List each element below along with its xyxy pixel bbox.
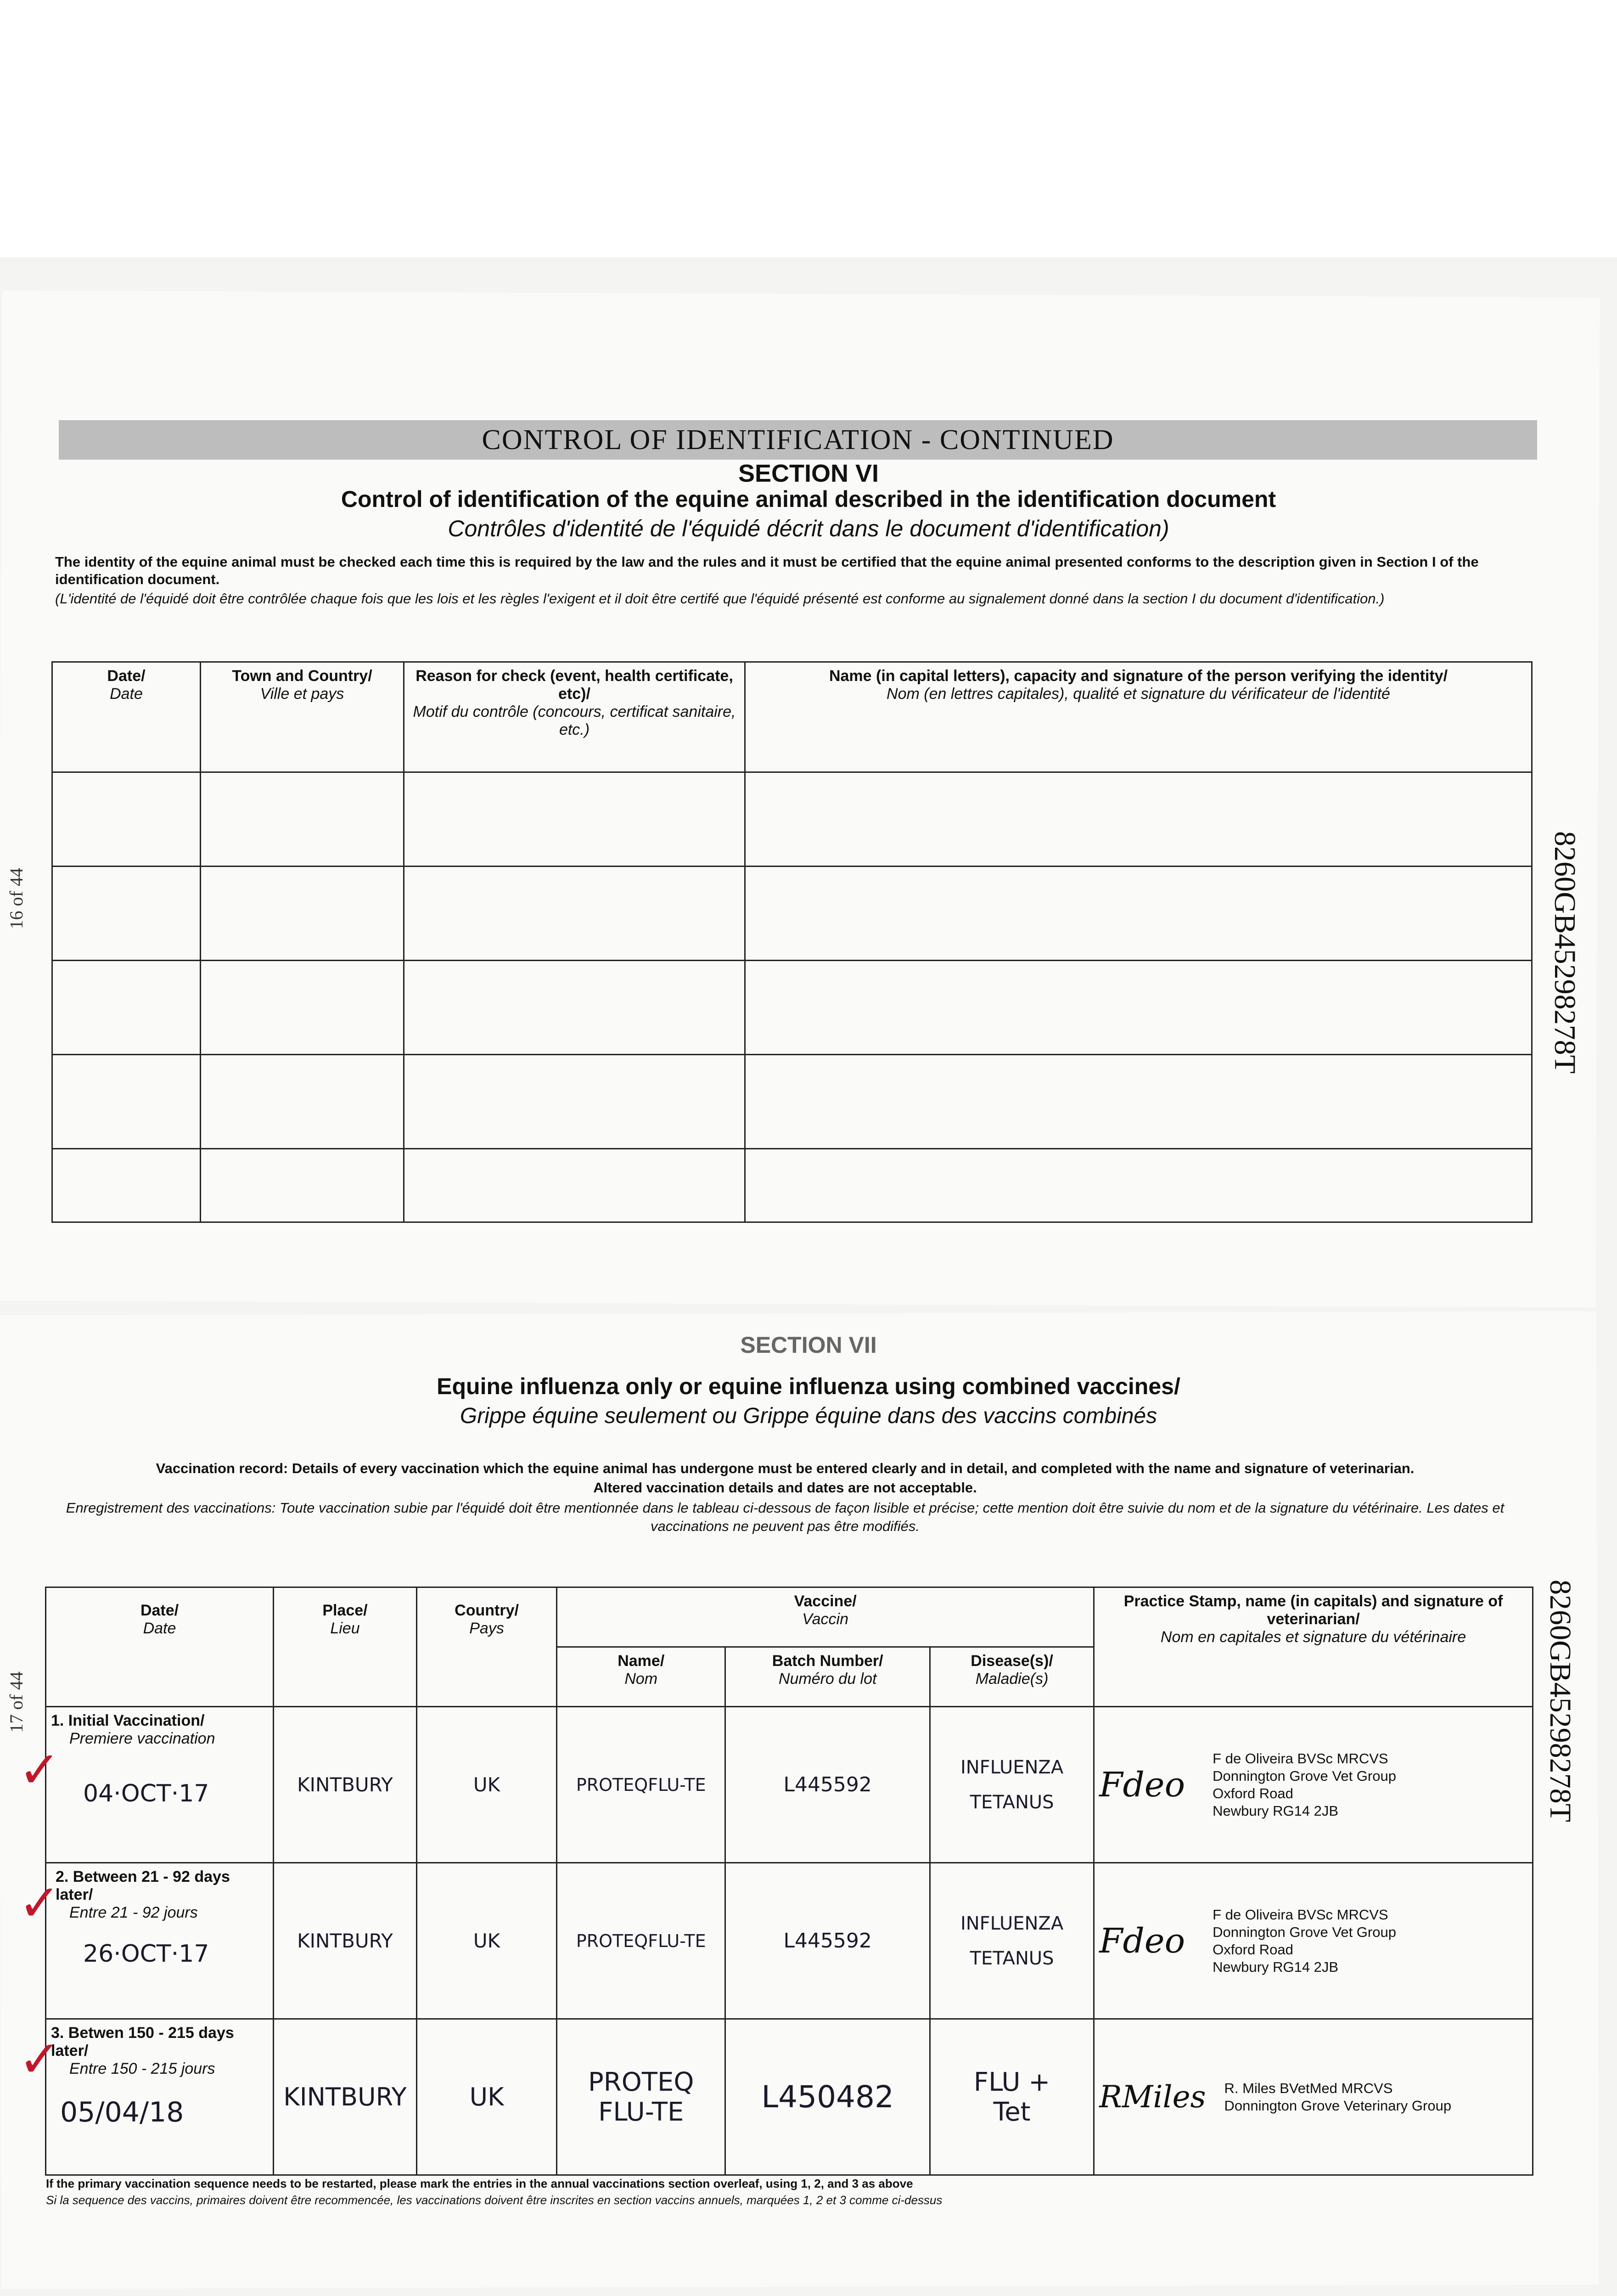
empty-cell[interactable] [201, 1055, 404, 1149]
section-vi-intro-fr: (L'identité de l'équidé doit être contrôlée chaque fois que les lois et les règles l'exigent et il doit être certifé que l'équidé présenté est conforme au signalement donné dans la section I du document d'identification.) [55, 591, 1385, 607]
page-number-17: 17 of 44 [6, 1671, 27, 1733]
vaccine-name-cell[interactable]: PROTEQFLU-TE [557, 1707, 725, 1863]
side-identifier-bottom: 8260GB45298278T [1544, 1580, 1577, 1822]
table-row [52, 1055, 1532, 1149]
col-date: Date/ Date [52, 662, 201, 772]
empty-cell[interactable] [52, 1055, 201, 1149]
background-surface [0, 0, 1617, 257]
empty-cell[interactable] [745, 772, 1532, 867]
stamp-cell[interactable] [1094, 1863, 1533, 2019]
empty-cell[interactable] [404, 772, 745, 867]
col-vaccine: Vaccine/ Vaccin [557, 1587, 1094, 1647]
stamp-cell[interactable] [1094, 1707, 1533, 1863]
empty-cell[interactable] [201, 1149, 404, 1222]
diseases-cell[interactable]: INFLUENZA TETANUS [930, 1863, 1094, 2019]
empty-cell[interactable] [52, 867, 201, 961]
col-verifier: Name (in capital letters), capacity and signature of the person verifying the identity/ Nom (en lettres capitales), qualité et signature du vérificateur de l'identité [745, 662, 1532, 772]
red-checkmark-icon: ✓ [18, 1874, 61, 1932]
empty-cell[interactable] [201, 961, 404, 1055]
section-vii-intro-2: Altered vaccination details and dates are not acceptable. [593, 1480, 977, 1496]
empty-cell[interactable] [52, 1149, 201, 1222]
batch-number-cell[interactable]: L450482 [725, 2019, 930, 2175]
vaccination-table [45, 1587, 1533, 2176]
section-vii-intro: Vaccination record: Details of every vaccination which the equine animal has undergone must be entered clearly and in detail, and completed with the name and signature of veterinarian. [156, 1460, 1415, 1476]
table-header-row [52, 662, 1532, 772]
section-vi-heading-fr: Contrôles d'identité de l'équidé décrit dans le document d'identification) [448, 516, 1169, 541]
red-checkmark-icon: ✓ [18, 2030, 61, 2088]
col-vaccine-name: Name/ Nom [557, 1647, 725, 1707]
section-vii-label: SECTION VII [740, 1332, 877, 1358]
empty-cell[interactable] [745, 961, 1532, 1055]
col-town: Town and Country/ Ville et pays [201, 662, 404, 772]
table-row [52, 867, 1532, 961]
empty-cell[interactable] [745, 1055, 1532, 1149]
practice-stamp: F de Oliveira BVSc MRCVS Donnington Grove Vet Group Oxford Road Newbury RG14 2JB [1213, 1906, 1396, 1975]
practice-stamp: F de Oliveira BVSc MRCVS Donnington Grove Vet Group Oxford Road Newbury RG14 2JB [1213, 1750, 1396, 1819]
empty-cell[interactable] [404, 1055, 745, 1149]
empty-cell[interactable] [52, 961, 201, 1055]
batch-number-cell[interactable]: L445592 [725, 1707, 930, 1863]
country-cell[interactable]: UK [416, 2019, 556, 2175]
section-vi-label: SECTION VI [738, 460, 879, 487]
empty-cell[interactable] [404, 1149, 745, 1222]
veterinarian-signature: RMiles [1099, 2079, 1206, 2115]
handwritten-date: 04·OCT·17 [83, 1780, 209, 1807]
empty-cell[interactable] [201, 772, 404, 867]
batch-number-cell[interactable]: L445592 [725, 1863, 930, 2019]
vaccination-row-1 [46, 1707, 1533, 1863]
handwritten-date: 26·OCT·17 [83, 1940, 209, 1968]
empty-cell[interactable] [404, 961, 745, 1055]
col-diseases: Disease(s)/ Maladie(s) [930, 1647, 1094, 1707]
date-cell[interactable]: 1. Initial Vaccination/ Premiere vaccination 04·OCT·17 [46, 1707, 274, 1863]
col-stamp: Practice Stamp, name (in capitals) and signature of veterinarian/ Nom en capitales et signature du vétérinaire [1094, 1587, 1533, 1707]
footnote-fr: Si la sequence des vaccins, primaires doivent être recommencée, les vaccinations doivent être inscrites en section vaccins annuels, marquées 1, 2 et 3 comme ci-dessus [46, 2193, 943, 2207]
date-cell[interactable]: 2. Between 21 - 92 days later/ Entre 21 - 92 jours 26·OCT·17 [46, 1863, 274, 2019]
col-date: Date/ Date [46, 1587, 274, 1707]
table-row [52, 961, 1532, 1055]
col-batch-number: Batch Number/ Numéro du lot [725, 1647, 930, 1707]
empty-cell[interactable] [745, 1149, 1532, 1222]
vaccine-name-cell[interactable]: PROTEQFLU-TE [557, 1863, 725, 2019]
vaccination-row-3 [46, 2019, 1533, 2175]
table-row [52, 1149, 1532, 1222]
date-cell[interactable]: 3. Betwen 150 - 215 days later/ Entre 150 - 215 jours 05/04/18 [46, 2019, 274, 2175]
side-identifier-top: 8260GB45298278T [1548, 831, 1582, 1074]
country-cell[interactable]: UK [416, 1863, 556, 2019]
empty-cell[interactable] [404, 867, 745, 961]
footnote: If the primary vaccination sequence needs to be restarted, please mark the entries in the annual vaccinations section overleaf, using 1, 2, and 3 as above [46, 2177, 913, 2190]
empty-cell[interactable] [201, 867, 404, 961]
section-vii-intro-fr: Enregistrement des vaccinations: Toute vaccination subie par l'équidé doit être mentionnée dans le tableau ci-dessous de façon lisible et précise; cette mention doit être suivie du nom et de la signature du vétérinaire. Les dates et vaccinations ne peuvent pas être modifiés. [66, 1500, 1505, 1534]
section-vii-heading: Equine influenza only or equine influenza using combined vaccines/ [437, 1373, 1180, 1399]
place-cell[interactable]: KINTBURY [274, 1863, 417, 2019]
identification-check-table [51, 661, 1533, 1223]
vaccination-row-2 [46, 1863, 1533, 2019]
veterinarian-signature: Fdeo [1099, 1765, 1185, 1805]
diseases-cell[interactable]: INFLUENZA TETANUS [930, 1707, 1094, 1863]
practice-stamp: R. Miles BVetMed MRCVS Donnington Grove Veterinary Group [1224, 2080, 1452, 2114]
handwritten-date: 05/04/18 [60, 2096, 184, 2128]
col-reason: Reason for check (event, health certificate, etc)/ Motif du contrôle (concours, certificat sanitaire, etc.) [404, 662, 745, 772]
table-row [52, 772, 1532, 867]
vaccine-name-cell[interactable]: PROTEQ FLU-TE [557, 2019, 725, 2175]
section-title-band [59, 420, 1537, 460]
table-header-row [46, 1587, 1533, 1647]
section-vi-intro: The identity of the equine animal must be checked each time this is required by the law and the rules and it must be certified that the equine animal presented conforms to the description given in Section I of the identification document. [55, 554, 1479, 587]
section-vi-heading: Control of identification of the equine animal described in the identification document [341, 486, 1276, 512]
page-number-16: 16 of 44 [6, 868, 27, 929]
col-country: Country/ Pays [416, 1587, 556, 1707]
place-cell[interactable]: KINTBURY [274, 2019, 417, 2175]
country-cell[interactable]: UK [416, 1707, 556, 1863]
diseases-cell[interactable]: FLU + Tet [930, 2019, 1094, 2175]
band-title: CONTROL OF IDENTIFICATION - CONTINUED [482, 424, 1114, 456]
place-cell[interactable]: KINTBURY [274, 1707, 417, 1863]
veterinarian-signature: Fdeo [1099, 1921, 1185, 1961]
section-vii-heading-fr: Grippe équine seulement ou Grippe équine dans des vaccins combinés [460, 1404, 1157, 1428]
empty-cell[interactable] [52, 772, 201, 867]
red-checkmark-icon: ✓ [18, 1740, 61, 1799]
empty-cell[interactable] [745, 867, 1532, 961]
stamp-cell[interactable] [1094, 2019, 1533, 2175]
col-place: Place/ Lieu [274, 1587, 417, 1707]
